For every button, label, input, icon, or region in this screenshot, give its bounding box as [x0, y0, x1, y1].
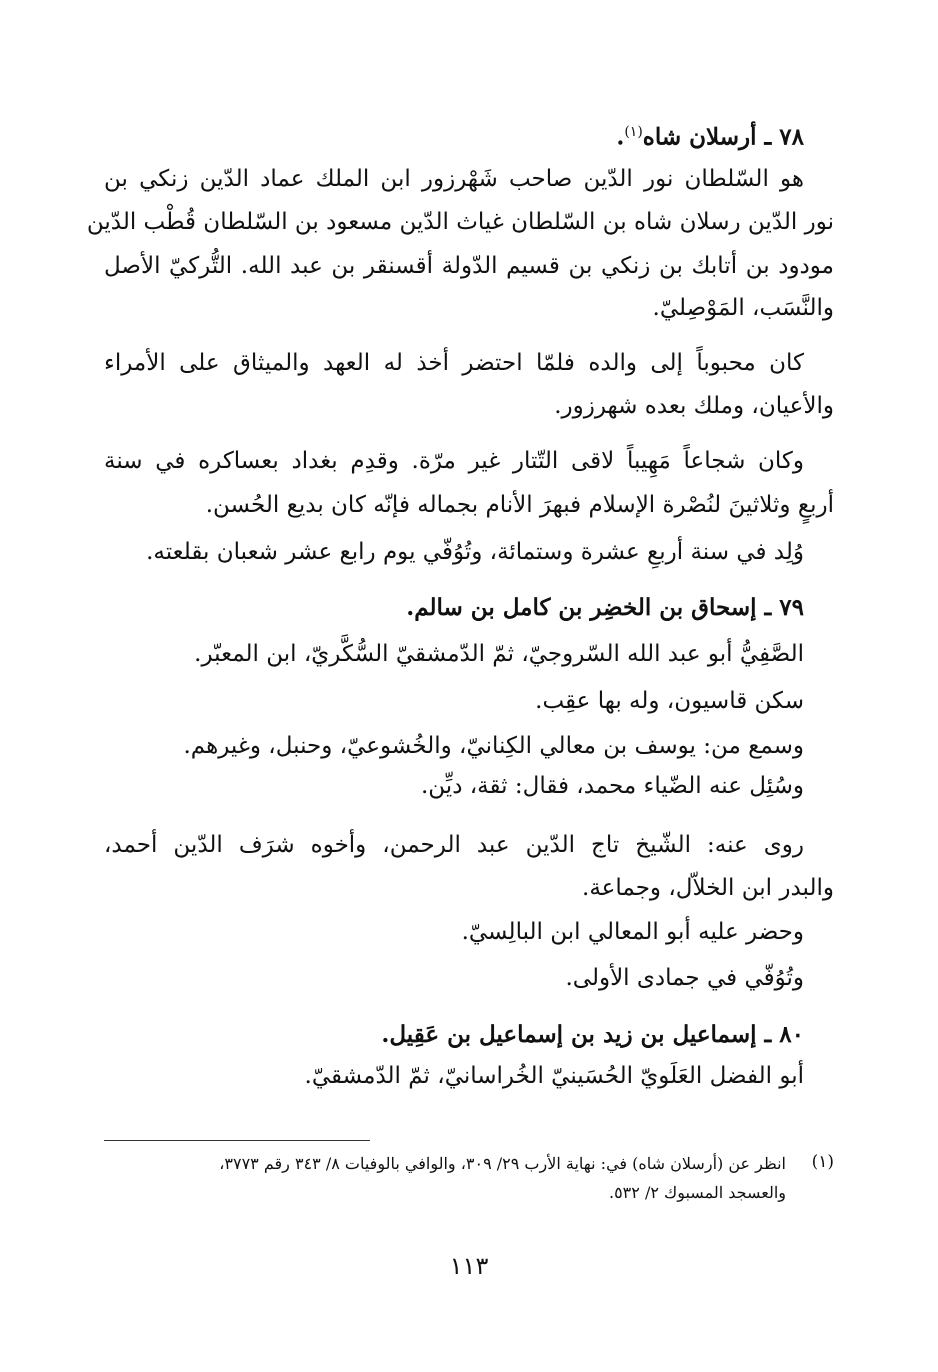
- entry-78-heading: [616, 114, 804, 156]
- entry-79-text-line: سكن قاسيون، وله بها عقِب.: [535, 688, 804, 714]
- entry-80-text-line: أبو الفضل العَلَويّ الحُسَينيّ الخُراسانيّ، ثمّ الدّمشقيّ.: [304, 1063, 804, 1089]
- entry-80-heading: ٨٠ ـ إسماعيل بن زيد بن إسماعيل بن عَقِيل.: [381, 1021, 804, 1048]
- entry-78-text-line: هو السّلطان نور الدّين صاحب شَهْرزور ابن الملك عماد الدّين زنكي بن: [104, 166, 804, 192]
- entry-78-text-line: وكان شجاعاً مَهِيباً لاقى التّتار غير مرّة. وقدِم بغداد بعساكره في سنة: [104, 448, 804, 474]
- entry-79-heading: ٧٩ ـ إسحاق بن الخضِر بن كامل بن سالم.: [406, 594, 804, 621]
- entry-78-text-line: وُلِد في سنة أربعِ عشرة وستمائة، وتُوُفّي يوم رابع عشر شعبان بقلعته.: [146, 539, 804, 565]
- entry-79-text-line: روى عنه: الشّيخ تاج الدّين عبد الرحمن، وأخوه شرَف الدّين أحمد،: [104, 832, 804, 858]
- entry-79-text-line: وسُئِل عنه الضّياء محمد، فقال: ثقة، ديِّن.: [420, 773, 804, 799]
- heading-period: .: [616, 123, 625, 151]
- entry-78-text-line: والنَّسَب، المَوْصِليّ.: [652, 295, 834, 321]
- footnote-marker: (١): [624, 124, 643, 140]
- entry-78-title: ٧٨ ـ أرسلان شاه: [642, 123, 804, 151]
- entry-78-text-line: أربعٍ وثلاثينَ لنُصْرة الإسلام فبهرَ الأنام بجماله فإنّه كان بديع الحُسن.: [205, 492, 834, 518]
- page-number: ١١٣: [449, 1252, 489, 1280]
- entry-79-text-line: والبدر ابن الخلاّل، وجماعة.: [582, 875, 834, 901]
- entry-78-text-line: والأعيان، وملك بعده شهرزور.: [554, 393, 834, 419]
- entry-79-text-line: وتُوُفّي في جمادى الأولى.: [565, 965, 804, 991]
- footnote-number: (١): [811, 1152, 834, 1172]
- entry-78-text-line: مودود بن أتابك بن زنكي بن قسيم الدّولة أقسنقر بن عبد الله. التُّركيّ الأصل: [104, 253, 834, 279]
- entry-79-text-line: وسمع من: يوسف بن معالي الكِنانيّ، والخُشوعيّ، وحنبل، وغيرهم.: [183, 733, 804, 759]
- entry-78-text-line: نور الدّين رسلان شاه بن السّلطان غياث الدّين مسعود بن السّلطان قُطْب الدّين: [86, 209, 834, 235]
- entry-78-text-line: كان محبوباً إلى والده فلمّا احتضر أخذ له العهد والميثاق على الأمراء: [104, 350, 804, 376]
- footnote-line: انظر عن (أرسلان شاه) في: نهاية الأرب ٢٩/ ٣٠٩، والوافي بالوفيات ٨/ ٣٤٣ رقم ٣٧٧٣،: [219, 1154, 786, 1173]
- footnote-separator: [104, 1140, 370, 1141]
- footnote-line: والعسجد المسبوك ٢/ ٥٣٢.: [608, 1183, 786, 1202]
- entry-79-text-line: وحضر عليه أبو المعالي ابن البالِسيّ.: [461, 919, 804, 945]
- entry-79-text-line: الصَّفِيُّ أبو عبد الله السّروجيّ، ثمّ الدّمشقيّ السُّكَّريّ، ابن المعبّر.: [194, 641, 804, 667]
